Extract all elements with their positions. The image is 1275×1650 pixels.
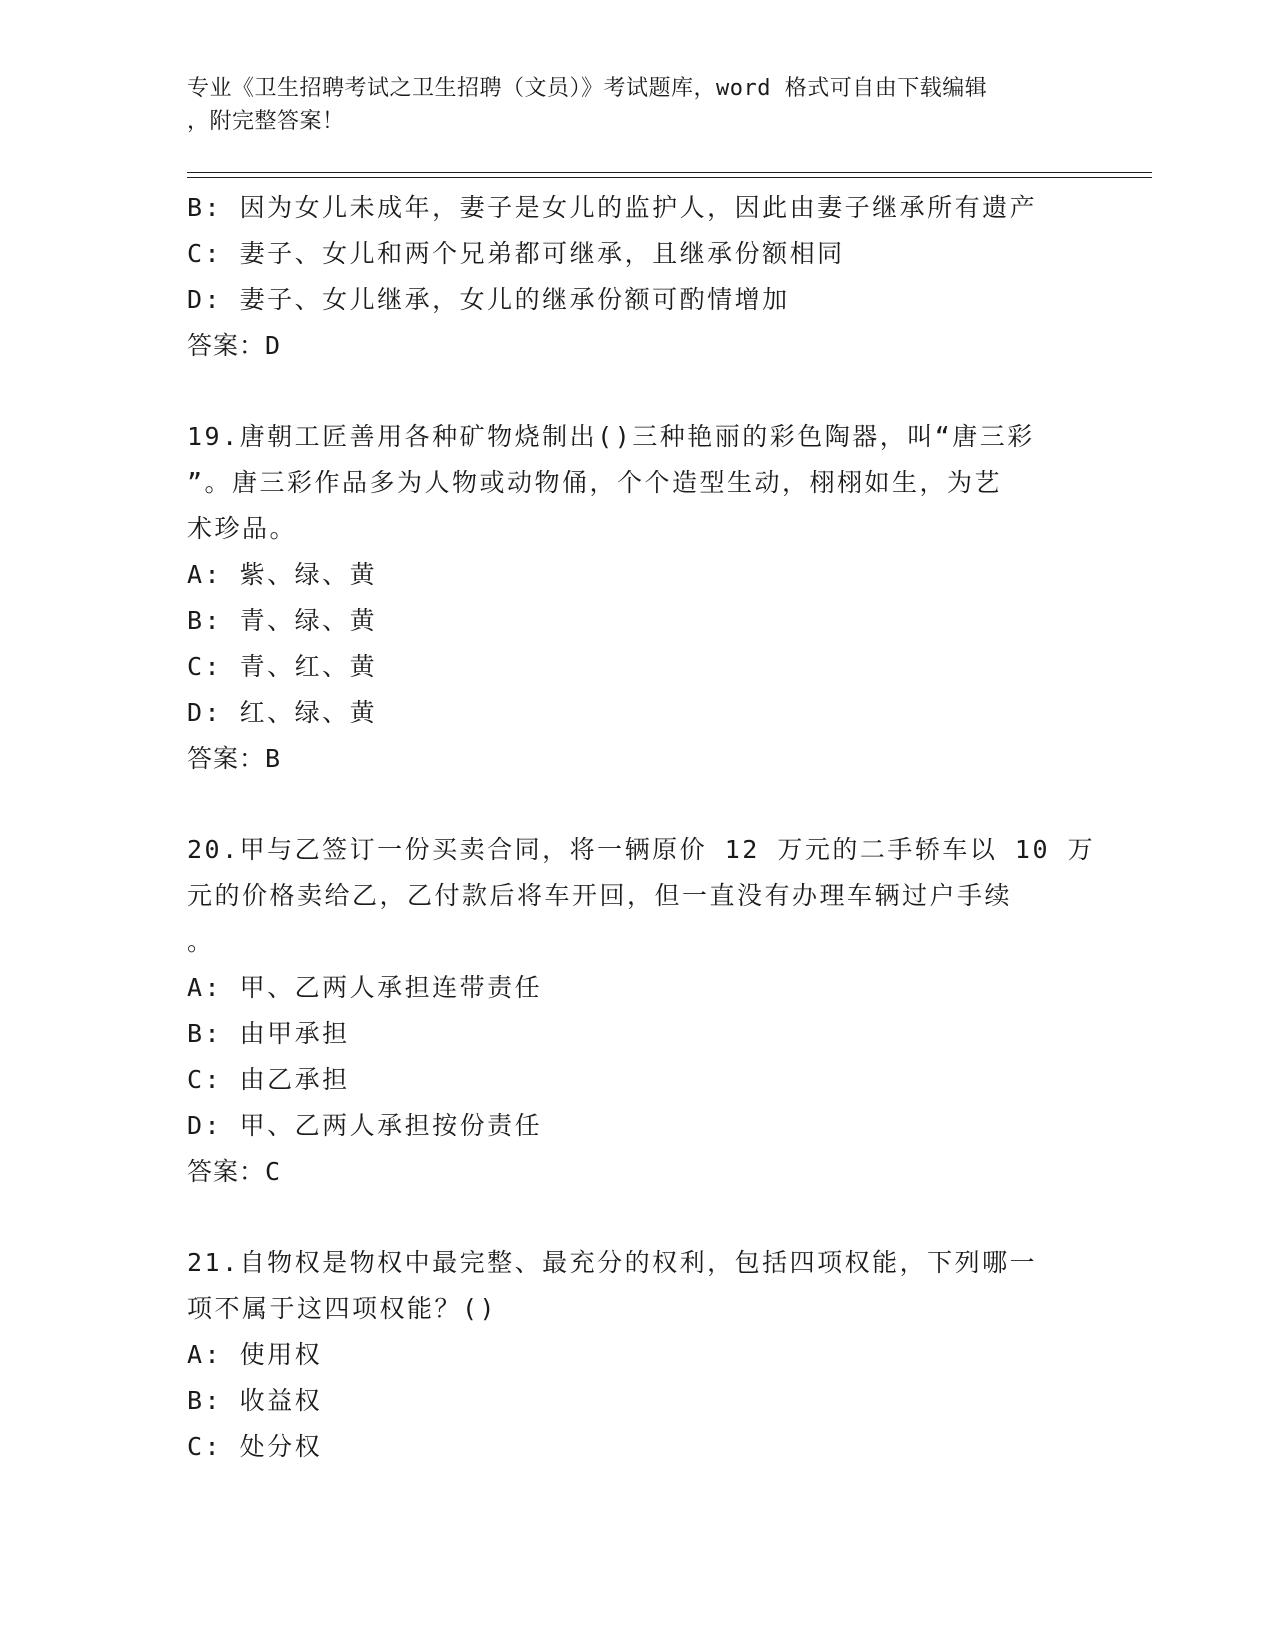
header-title-line-1: 专业《卫生招聘考试之卫生招聘（文员）》考试题库，word 格式可自由下载编辑 xyxy=(187,76,988,101)
question-text-line: 21.自物权是物权中最完整、最充分的权利，包括四项权能，下列哪一 xyxy=(187,1248,1038,1277)
question-18-continued xyxy=(187,185,1087,369)
question-19 xyxy=(187,414,1087,782)
question-text-line: 术珍品。 xyxy=(187,514,298,543)
option-c: C: 青、红、黄 xyxy=(187,652,378,681)
option-c: C: 妻子、女儿和两个兄弟都可继承，且继承份额相同 xyxy=(187,239,845,268)
answer-line: 答案：D xyxy=(187,331,282,360)
option-b: B: 由甲承担 xyxy=(187,1019,350,1048)
answer-line: 答案：B xyxy=(187,744,282,773)
option-b: B: 因为女儿未成年，妻子是女儿的监护人，因此由妻子继承所有遗产 xyxy=(187,193,1038,222)
question-content xyxy=(187,185,1096,1470)
question-text xyxy=(187,1240,1087,1332)
question-text xyxy=(187,827,1096,965)
question-text-line: 项不属于这四项权能？() xyxy=(187,1294,498,1323)
option-d: D: 妻子、女儿继承，女儿的继承份额可酌情增加 xyxy=(187,285,790,314)
option-c: C: 由乙承担 xyxy=(187,1065,350,1094)
header-divider-top xyxy=(187,172,1152,173)
option-c: C: 处分权 xyxy=(187,1432,323,1461)
question-text-line: 元的价格卖给乙，乙付款后将车开回，但一直没有办理车辆过户手续 xyxy=(187,881,1013,910)
question-20 xyxy=(187,827,1096,1195)
question-text-line: 19.唐朝工匠善用各种矿物烧制出()三种艳丽的彩色陶器，叫“唐三彩 xyxy=(187,422,1035,451)
option-a: A: 使用权 xyxy=(187,1340,323,1369)
option-b: B: 青、绿、黄 xyxy=(187,606,378,635)
option-b: B: 收益权 xyxy=(187,1386,323,1415)
question-text-line: ”。唐三彩作品多为人物或动物俑，个个造型生动，栩栩如生，为艺 xyxy=(187,468,1003,497)
question-text-line: 20.甲与乙签订一份买卖合同，将一辆原价 12 万元的二手轿车以 10 万 xyxy=(187,835,1096,864)
document-header xyxy=(187,72,1067,138)
option-a: A: 紫、绿、黄 xyxy=(187,560,378,589)
question-text-line: 。 xyxy=(187,927,215,956)
question-text xyxy=(187,414,1087,552)
option-a: A: 甲、乙两人承担连带责任 xyxy=(187,973,543,1002)
answer-line: 答案：C xyxy=(187,1157,282,1186)
header-title-line-2: ，附完整答案！ xyxy=(187,109,345,134)
option-d: D: 红、绿、黄 xyxy=(187,698,378,727)
question-21 xyxy=(187,1240,1087,1470)
option-d: D: 甲、乙两人承担按份责任 xyxy=(187,1111,543,1140)
header-divider-bottom xyxy=(187,177,1152,178)
